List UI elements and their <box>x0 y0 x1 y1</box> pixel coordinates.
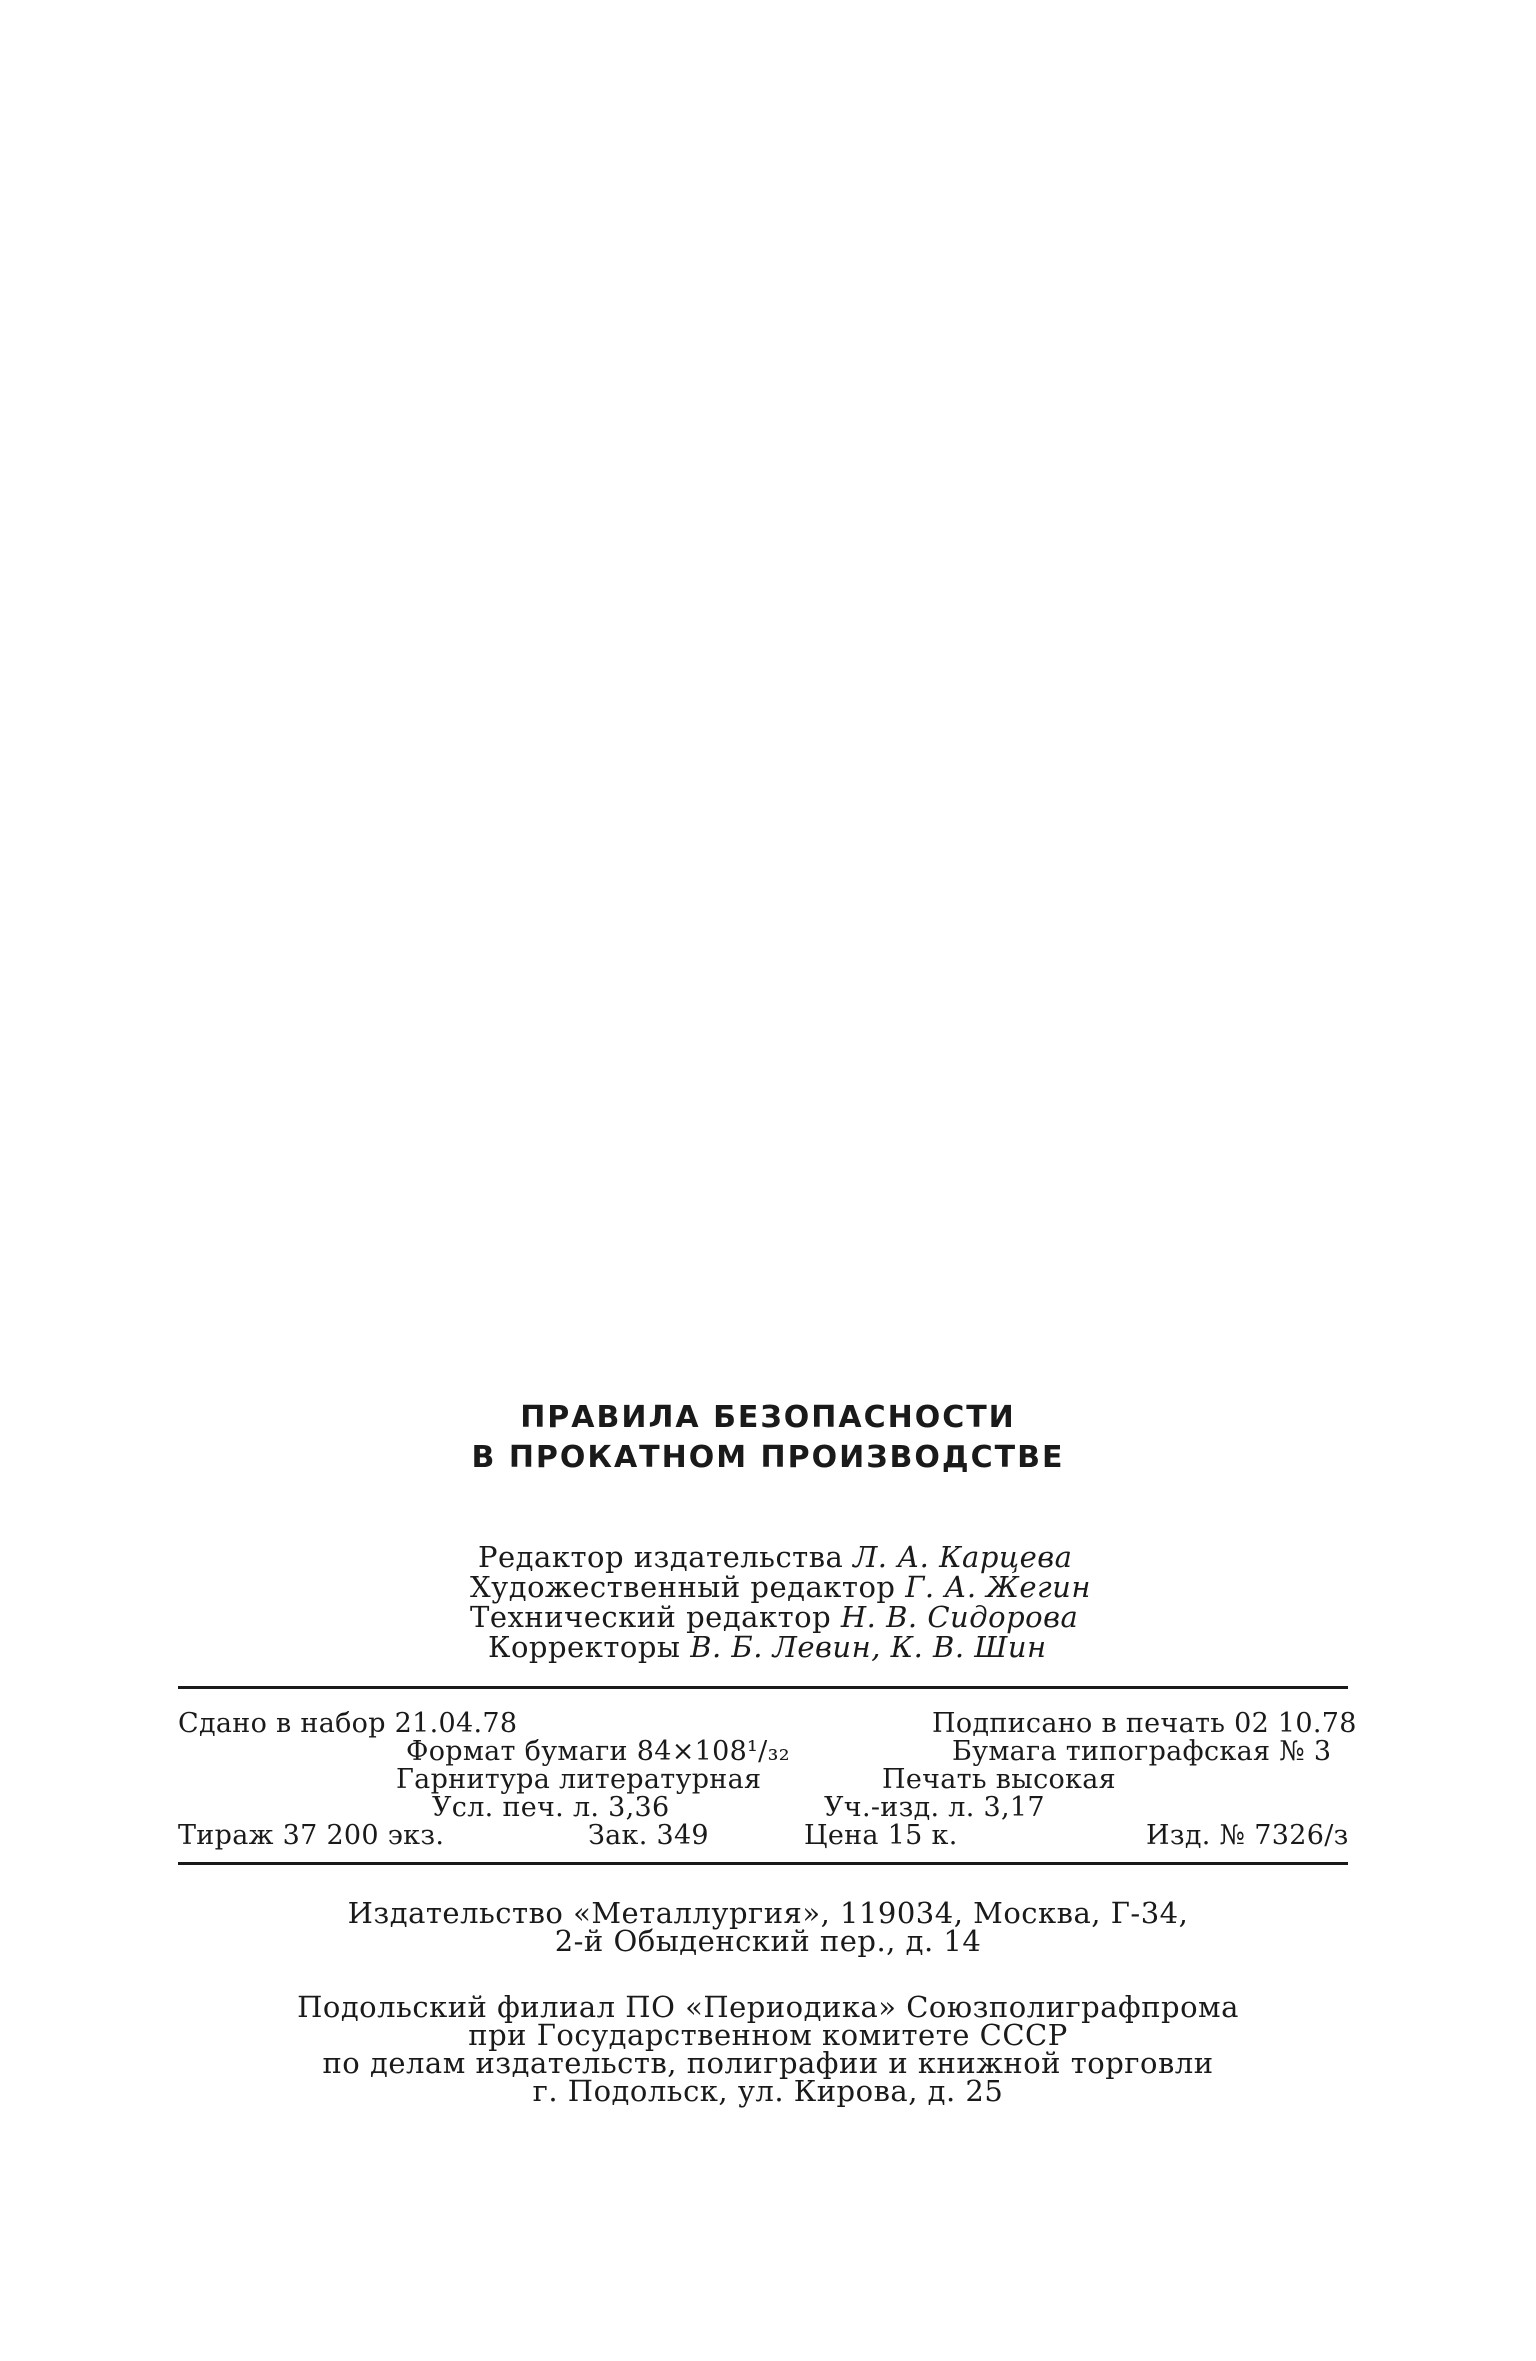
credit-role: Редактор издательства <box>478 1540 844 1574</box>
imprint-paper-format: Формат бумаги 84×108¹/₃₂ <box>406 1736 790 1767</box>
credit-role: Технический редактор <box>470 1600 832 1634</box>
credit-name: В. Б. Левин, К. В. Шин <box>690 1630 1047 1664</box>
imprint-publisher-sheets: Уч.-изд. л. 3,17 <box>824 1792 1045 1823</box>
credit-name: Н. В. Сидорова <box>840 1600 1079 1634</box>
credit-name: Л. А. Карцева <box>853 1540 1073 1574</box>
book-title-line-2: В ПРОКАТНОМ ПРОИЗВОДСТВЕ <box>471 1440 1065 1475</box>
imprint-signed: Подписано в печать 02 10.78 <box>932 1708 1357 1739</box>
publisher-line-1: Издательство «Металлургия», 119034, Москва, Г-34, <box>347 1896 1189 1930</box>
imprint-print-sheets: Усл. печ. л. 3,36 <box>432 1792 670 1823</box>
credit-role: Художественный редактор <box>470 1570 896 1604</box>
divider-top <box>178 1686 1348 1689</box>
publisher-line-2: 2-й Обыденский пер., д. 14 <box>554 1924 982 1958</box>
book-title-line-1: ПРАВИЛА БЕЗОПАСНОСТИ <box>520 1400 1016 1435</box>
imprint-print-type: Печать высокая <box>882 1764 1116 1795</box>
printer-line-3: по делам издательств, полиграфии и книжной торговли <box>322 2046 1214 2080</box>
printer-line-4: г. Подольск, ул. Кирова, д. 25 <box>532 2074 1004 2108</box>
credit-role: Корректоры <box>488 1630 681 1664</box>
imprint-circulation: Тираж 37 200 экз. <box>178 1820 445 1851</box>
credit-publishing-editor <box>478 1540 1072 1574</box>
divider-bottom <box>178 1862 1348 1865</box>
imprint-price: Цена 15 к. <box>804 1820 958 1851</box>
printer-line-1: Подольский филиал ПО «Периодика» Союзполиграфпрома <box>297 1990 1239 2024</box>
imprint-paper-type: Бумага типографская № 3 <box>952 1736 1332 1767</box>
credit-proofreaders <box>488 1630 1047 1664</box>
credit-name: Г. А. Жегин <box>905 1570 1091 1604</box>
imprint-typeface: Гарнитура литературная <box>396 1764 762 1795</box>
printer-line-2: при Государственном комитете СССР <box>468 2018 1068 2052</box>
credit-technical-editor <box>470 1600 1078 1634</box>
credit-art-editor <box>470 1570 1091 1604</box>
imprint-submitted: Сдано в набор 21.04.78 <box>178 1708 518 1739</box>
imprint-order: Зак. 349 <box>588 1820 709 1851</box>
imprint-edition-number: Изд. № 7326/з <box>1146 1820 1349 1851</box>
